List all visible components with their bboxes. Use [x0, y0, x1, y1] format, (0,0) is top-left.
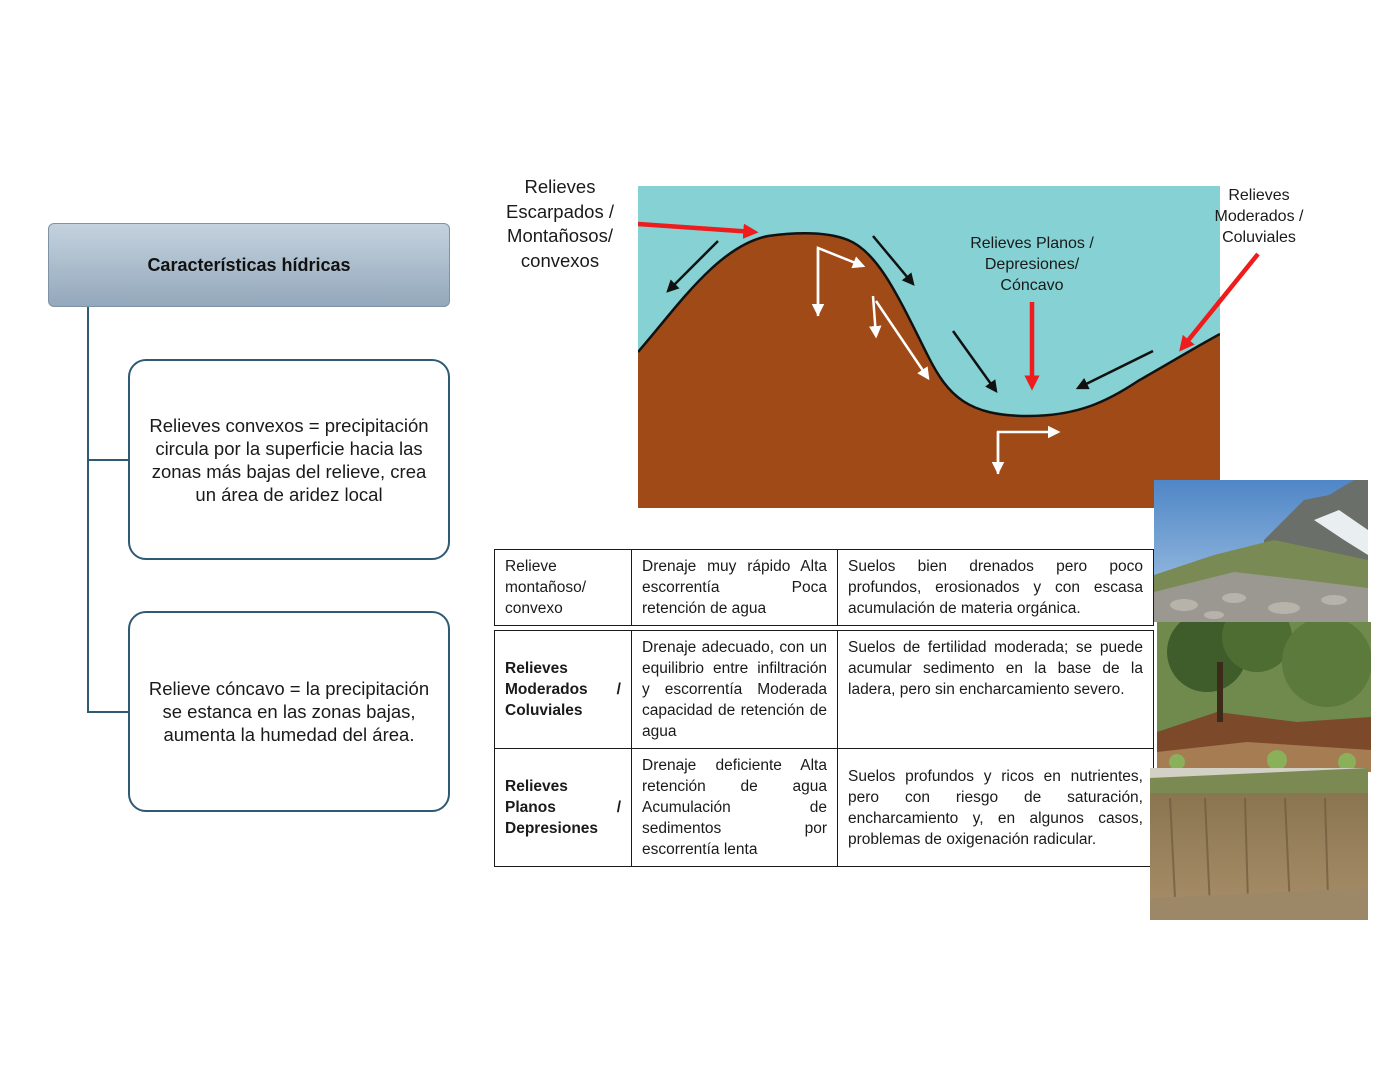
table-row — [495, 550, 1154, 626]
eroded-soil-profile-photo — [1150, 768, 1368, 920]
relief-diagram — [638, 186, 1220, 508]
convex-relief-card — [128, 359, 450, 560]
table-cell-drainage: Drenaje deficiente Alta retención de agua Acumulación de sedimentos por escorrentía lenta — [632, 749, 838, 867]
label-moderados: Relieves Moderados / Coluviales — [1214, 187, 1304, 246]
table-cell-relief: Relieve montañoso/ convexo — [495, 550, 632, 626]
table-cell-soils: Suelos de fertilidad moderada; se puede acumular sedimento en la base de la ladera, pero sin encharcamiento severo. — [838, 631, 1154, 749]
connector-branch-2 — [87, 711, 129, 713]
table-cell-relief: Relieves Planos / Depresiones — [495, 749, 632, 867]
relief-characteristics-table — [494, 549, 1154, 867]
label-escarpados: Relieves Escarpados / Montañosos/ convexos — [506, 176, 614, 271]
connector-vertical — [87, 307, 89, 713]
label-planos: Relieves Planos / Depresiones/ Cóncavo — [970, 235, 1094, 294]
table-cell-relief: Relieves Moderados / Coluviales — [495, 631, 632, 749]
table-cell-drainage: Drenaje adecuado, con un equilibrio entre infiltración y escorrentía Moderada capacidad de retención de agua — [632, 631, 838, 749]
header-title: Características hídricas — [147, 254, 351, 275]
concave-relief-card — [128, 611, 450, 812]
connector-branch-1 — [87, 459, 129, 461]
table-cell-soils: Suelos bien drenados pero poco profundos, erosionados y con escasa acumulación de materia orgánica. — [838, 550, 1154, 626]
coluvial-arrow-tail — [1216, 250, 1262, 308]
table-row — [495, 631, 1154, 749]
vegetated-hillside-photo — [1157, 622, 1371, 772]
header-box — [48, 223, 450, 307]
convex-relief-text: Relieves convexos = precipitación circula por la superficie hacia las zonas más bajas del relieve, crea un área de aridez local — [149, 414, 429, 505]
table-cell-drainage: Drenaje muy rápido Alta escorrentía Poca retención de agua — [632, 550, 838, 626]
concave-relief-text: Relieve cóncavo = la precipitación se estanca en las zonas bajas, aumenta la humedad del área. — [148, 678, 430, 745]
table-row — [495, 749, 1154, 867]
rocky-mountain-slope-photo — [1154, 480, 1368, 622]
table-cell-soils: Suelos profundos y ricos en nutrientes, pero con riesgo de saturación, encharcamiento y, en algunos casos, problemas de oxigenación radicular. — [838, 749, 1154, 867]
